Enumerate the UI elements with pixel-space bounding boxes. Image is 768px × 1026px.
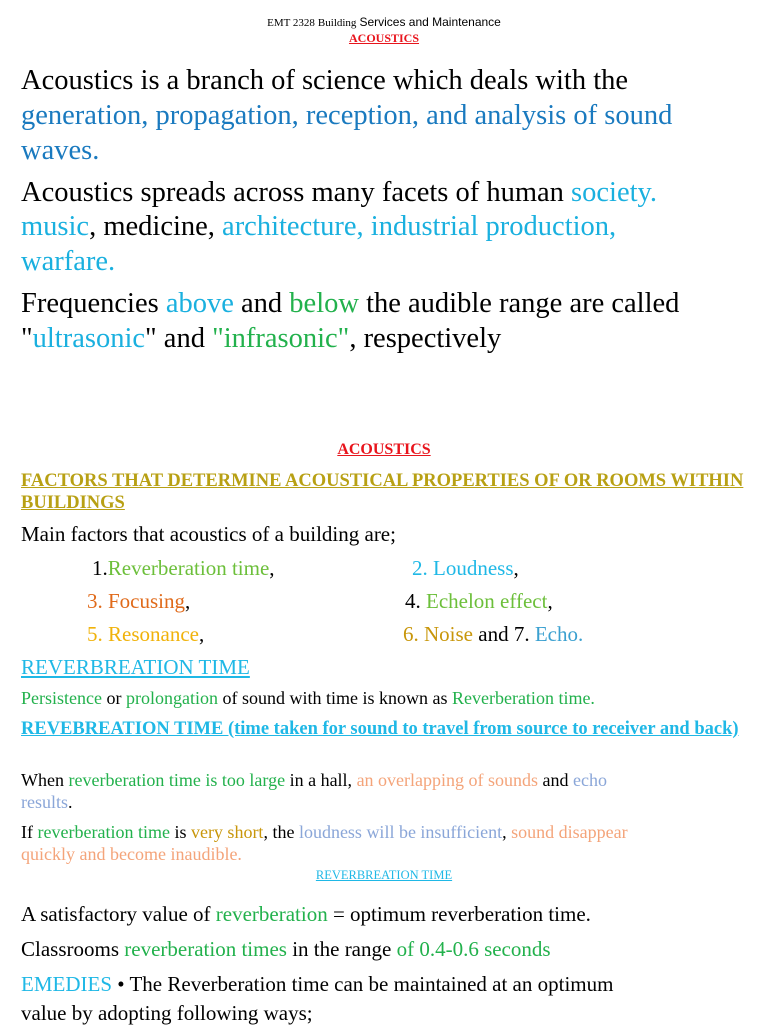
reverb-text: or xyxy=(101,688,126,708)
factor-number: 1. xyxy=(92,556,108,580)
closing-line-4 xyxy=(21,1000,313,1026)
header-subtitle: ACOUSTICS xyxy=(348,31,420,45)
factor-3 xyxy=(87,588,190,614)
intro-text: warfare. xyxy=(21,246,116,277)
factor-label: 3. Focusing xyxy=(87,589,186,613)
factor-punct: , xyxy=(547,589,553,613)
main-factors-text: Main factors that acoustics of a building are; xyxy=(21,522,396,546)
closing-text: • The Reverberation time can be maintained at an optimum xyxy=(112,972,614,996)
reverb-text: and xyxy=(538,770,574,790)
factor-2 xyxy=(412,555,519,581)
factor-punct: , xyxy=(269,556,275,580)
reverb-text: very short xyxy=(190,822,264,842)
factor-label: 5. Resonance xyxy=(87,622,199,646)
intro-text: society. xyxy=(571,177,658,208)
factor-label: Echo xyxy=(534,622,578,646)
closing-text: in the range xyxy=(286,937,397,961)
factor-number: 6. xyxy=(403,622,424,646)
section-title: ACOUSTICS xyxy=(337,441,431,458)
intro-line-5 xyxy=(21,209,616,244)
closing-text: of 0.4-0.6 seconds xyxy=(396,937,551,961)
intro-text: " and xyxy=(145,323,213,354)
reverb-text: in a hall, xyxy=(285,770,357,790)
intro-text: ultrasonic xyxy=(32,323,146,354)
intro-line-8 xyxy=(21,321,501,356)
factor-punct: , xyxy=(513,556,519,580)
factor-label: Echelon effect xyxy=(426,589,548,613)
reverb-text: of sound with time is known as xyxy=(217,688,452,708)
reverb-definition xyxy=(21,687,595,709)
intro-text: , medicine, xyxy=(89,211,223,242)
intro-line-7 xyxy=(21,286,679,321)
reverb-text: loudness will be insufficient xyxy=(298,822,503,842)
intro-text: Acoustics is a branch of science which deals with the xyxy=(21,65,629,96)
reverb-text: Reverberation time. xyxy=(451,688,595,708)
factor-label: 2. Loudness xyxy=(412,556,514,580)
closing-line-2 xyxy=(21,936,551,962)
factor-1 xyxy=(92,555,275,581)
closing-text: A satisfactory value of xyxy=(21,902,216,926)
intro-text: the audible range are called xyxy=(358,288,680,319)
factor-4 xyxy=(405,588,553,614)
intro-text: Acoustics spreads across many facets of human xyxy=(21,177,572,208)
reverb-text: reverberation time is too large xyxy=(68,770,286,790)
reverb-text: When xyxy=(21,770,69,790)
factor-number: 4. xyxy=(405,589,426,613)
reverb-text: reverberation time xyxy=(37,822,170,842)
intro-text: Frequencies xyxy=(21,288,166,319)
closing-text: EMEDIES xyxy=(21,972,112,996)
factor-punct: , xyxy=(185,589,191,613)
reverb-text: sound disappear xyxy=(511,822,628,842)
closing-text: value by adopting following ways; xyxy=(21,1001,313,1025)
reverb-text: Persistence xyxy=(21,688,102,708)
when-line-1 xyxy=(21,769,607,791)
closing-line-3 xyxy=(21,971,613,997)
reverb-small-heading: REVERBREATION TIME xyxy=(315,868,453,882)
factor-punct: . xyxy=(577,622,584,646)
reverb-text: is xyxy=(169,822,191,842)
reverb-heading: REVERBREATION TIME xyxy=(21,655,250,679)
if-line-2: quickly and become inaudible. xyxy=(21,844,242,864)
intro-line-3 xyxy=(21,133,99,168)
intro-text: architecture, industrial production, xyxy=(222,211,617,242)
reverb-text: an overlapping of sounds xyxy=(356,770,539,790)
intro-text: waves. xyxy=(21,135,100,166)
closing-text: reverberation times xyxy=(124,937,287,961)
course-code: EMT 2328 xyxy=(267,17,315,29)
closing-text: reverberation xyxy=(215,902,328,926)
reverb-text: echo xyxy=(573,770,608,790)
intro-text: above xyxy=(165,288,234,319)
intro-line-1 xyxy=(21,63,628,98)
factor-5 xyxy=(87,621,204,647)
reverb-text: . xyxy=(68,792,73,812)
intro-line-6 xyxy=(21,244,115,279)
factor-6-7 xyxy=(403,621,583,647)
intro-text: and xyxy=(233,288,290,319)
closing-text: = optimum reverberation time. xyxy=(327,902,591,926)
reverb-text: , the xyxy=(263,822,299,842)
intro-line-4 xyxy=(21,175,657,210)
intro-text: generation, propagation, reception, and analysis of sound xyxy=(21,100,673,131)
reverb-heading-2: REVEBREATION TIME (time taken for sound to travel from source to receiver and back) xyxy=(21,719,739,739)
when-line-2 xyxy=(21,791,73,813)
reverb-text: prolongation xyxy=(125,688,218,708)
factor-label: Noise xyxy=(424,622,473,646)
header-building: Building xyxy=(317,17,357,29)
factor-and: and 7. xyxy=(473,622,535,646)
intro-text: below xyxy=(289,288,359,319)
intro-line-2 xyxy=(21,98,672,133)
intro-text: " xyxy=(21,323,33,354)
header-rest: Services and Maintenance xyxy=(359,15,501,29)
reverb-text: If xyxy=(21,822,38,842)
intro-text: "infrasonic" xyxy=(212,323,350,354)
factors-heading: FACTORS THAT DETERMINE ACOUSTICAL PROPERTIES OF OR ROOMS WITHIN BUILDINGS xyxy=(21,471,744,513)
document-header xyxy=(0,15,768,31)
intro-text: , respectively xyxy=(349,323,502,354)
if-line-1 xyxy=(21,821,628,843)
closing-line-1 xyxy=(21,901,591,927)
factor-label: Reverberation time xyxy=(107,556,270,580)
factor-punct: , xyxy=(198,622,205,646)
reverb-text: results xyxy=(21,792,68,812)
intro-text: music xyxy=(21,211,90,242)
reverb-text: , xyxy=(502,822,512,842)
closing-text: Classrooms xyxy=(21,937,125,961)
